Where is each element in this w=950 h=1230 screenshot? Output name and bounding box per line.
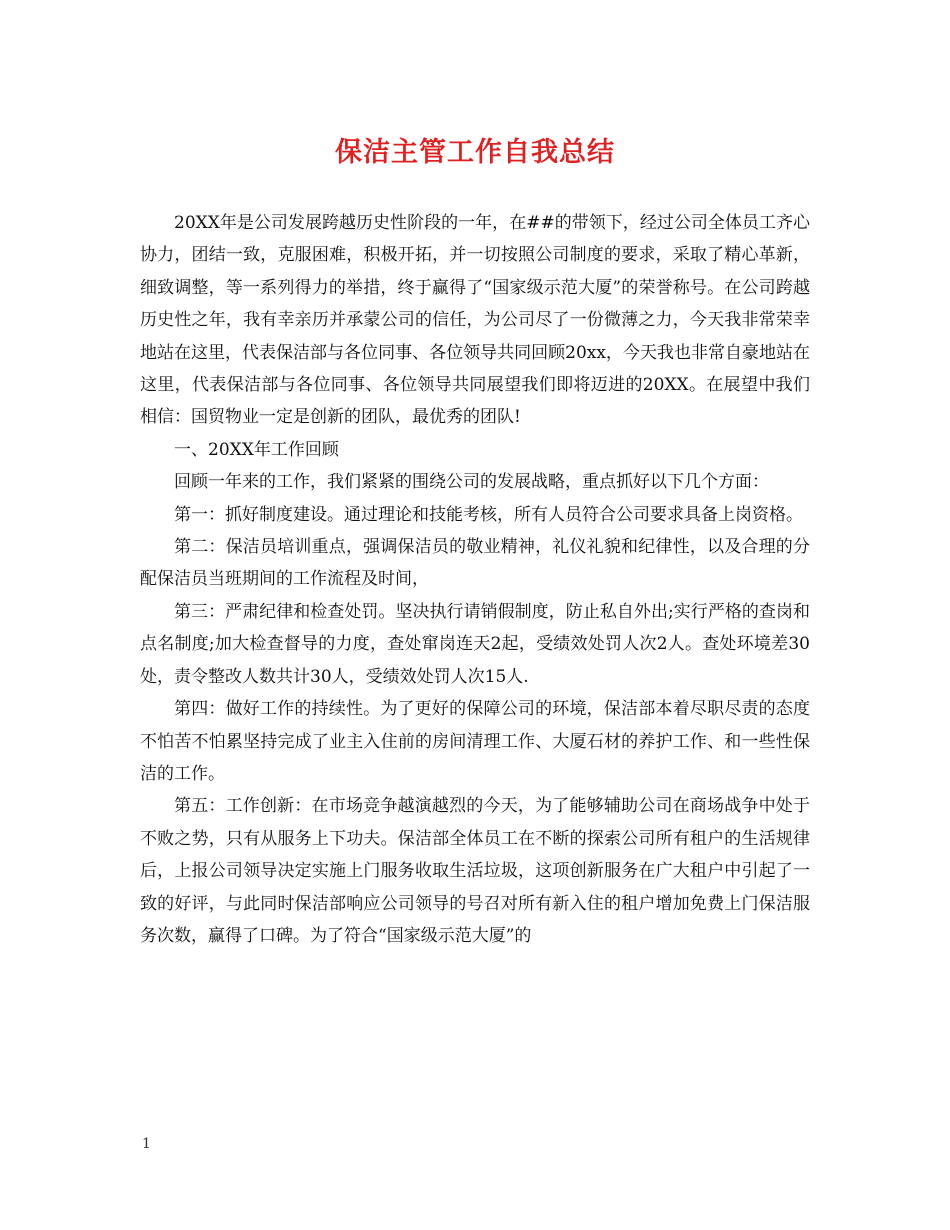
paragraph-intro: 20XX年是公司发展跨越历史性阶段的一年，在##的带领下，经过公司全体员工齐心协力，团结一致，克服困难，积极开拓，并一切按照公司制度的要求，采取了精心革新，细致调整，等一系列得力的举措，终于赢得了“国家级示范大厦”的荣誉称号。在公司跨越历史性之年，我有幸亲历并承蒙公司的信任，为公司尽了一份微薄之力，今天我非常荣幸地站在这里，代表保洁部与各位同事、各位领导共同回顾20xx，今天我也非常自豪地站在这里，代表保洁部与各位同事、各位领导共同展望我们即将迈进的20XX。在展望中我们相信：国贸物业一定是创新的团队，最优秀的团队!: [140, 213, 810, 428]
section-heading: 一、20XX年工作回顾: [174, 439, 339, 460]
page-number: 1: [142, 1136, 151, 1152]
document-body: [140, 207, 810, 952]
paragraph-review: 回顾一年来的工作，我们紧紧的围绕公司的发展战略，重点抓好以下几个方面：: [174, 472, 769, 493]
paragraph-third: 第三：严肃纪律和检查处罚。坚决执行请销假制度，防止私自外出;实行严格的查岗和点名制度;加大检查督导的力度，查处窜岗连天2起，受绩效处罚人次2人。查处环境差30处，责令整改人数共计30人，受绩效处罚人次15人.: [140, 601, 810, 687]
paragraph-second: 第二：保洁员培训重点，强调保洁员的敬业精神，礼仪礼貌和纪律性，以及合理的分配保洁员当班期间的工作流程及时间，: [140, 537, 810, 590]
document-title: 保洁主管工作自我总结: [335, 137, 615, 168]
paragraph-fourth: 第四：做好工作的持续性。为了更好的保障公司的环境，保洁部本着尽职尽责的态度不怕苦不怕累坚持完成了业主入住前的房间清理工作、大厦石材的养护工作、和一些性保洁的工作。: [140, 699, 810, 784]
paragraph-first: 第一：抓好制度建设。通过理论和技能考核，所有人员符合公司要求具备上岗资格。: [174, 504, 803, 525]
paragraph-fifth: 第五：工作创新：在市场竞争越演越烈的今天，为了能够辅助公司在商场战争中处于不败之势，只有从服务上下功夫。保洁部全体员工在不断的探索公司所有租户的生活规律后，上报公司领导决定实施上门服务收取生活垃圾，这项创新服务在广大租户中引起了一致的好评，与此同时保洁部响应公司领导的号召对所有新入住的租户增加免费上门保洁服务次数，赢得了口碑。为了符合“国家级示范大厦”的: [140, 796, 810, 946]
